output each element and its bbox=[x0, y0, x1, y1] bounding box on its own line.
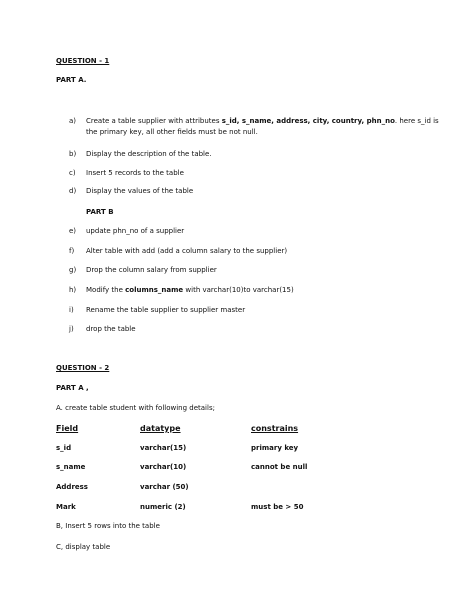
table-cell-constraint: cannot be null bbox=[251, 463, 308, 471]
q1-item-g-letter: g) bbox=[69, 266, 77, 274]
question-2-title: QUESTION - 2 bbox=[56, 364, 110, 372]
q1-item-d-letter: d) bbox=[69, 187, 77, 195]
q1-item-h-letter: h) bbox=[69, 286, 77, 294]
table-header-datatype: datatype bbox=[140, 424, 181, 433]
q1-item-g-text: Drop the column salary from supplier bbox=[86, 266, 217, 274]
q1-item-h-text: Modify the columns_name with varchar(10)to varchar(15) bbox=[86, 286, 294, 294]
q1-item-a-line1: Create a table supplier with attributes s_id, s_name, address, city, country, phn_no. here s_id is bbox=[86, 117, 439, 125]
q1-item-i-text: Rename the table supplier to supplier master bbox=[86, 306, 246, 314]
q2-part-a-heading: PART A , bbox=[56, 384, 89, 392]
q1-part-b-heading: PART B bbox=[86, 208, 114, 216]
q2-item-b: B, Insert 5 rows into the table bbox=[56, 522, 160, 530]
q1-item-a-line2: the primary key, all other fields must be not null. bbox=[86, 128, 258, 136]
q1-item-c-text: Insert 5 records to the table bbox=[86, 169, 184, 177]
q1-part-a-heading: PART A. bbox=[56, 76, 87, 84]
q1-item-f-letter: f) bbox=[69, 247, 75, 255]
q1-item-i-letter: i) bbox=[69, 306, 74, 314]
q1-item-c-letter: c) bbox=[69, 169, 76, 177]
table-cell-datatype: varchar (50) bbox=[140, 483, 189, 491]
table-cell-field: s_name bbox=[56, 463, 86, 471]
q1-item-f-text: Alter table with add (add a column salary to the supplier) bbox=[86, 247, 288, 255]
q1-item-a-letter: a) bbox=[69, 117, 77, 125]
q1-item-d-text: Display the values of the table bbox=[86, 187, 194, 195]
q2-intro: A. create table student with following details; bbox=[56, 404, 215, 412]
table-cell-datatype: numeric (2) bbox=[140, 503, 186, 511]
q1-item-b-letter: b) bbox=[69, 150, 77, 158]
q2-item-c: C, display table bbox=[56, 543, 111, 551]
table-header-field: Field bbox=[56, 424, 79, 433]
table-cell-datatype: varchar(15) bbox=[140, 444, 187, 452]
table-cell-constraint: primary key bbox=[251, 444, 299, 452]
table-cell-field: Mark bbox=[56, 503, 76, 511]
table-cell-constraint: must be > 50 bbox=[251, 503, 304, 511]
table-cell-field: s_id bbox=[56, 444, 72, 452]
table-header-constrains: constrains bbox=[251, 424, 299, 433]
q1-item-e-letter: e) bbox=[69, 227, 77, 235]
q1-item-e-text: update phn_no of a supplier bbox=[86, 227, 185, 235]
table-cell-field: Address bbox=[56, 483, 88, 491]
q1-item-j-letter: j) bbox=[69, 325, 74, 333]
table-cell-datatype: varchar(10) bbox=[140, 463, 187, 471]
q1-item-b-text: Display the description of the table. bbox=[86, 150, 212, 158]
q1-item-j-text: drop the table bbox=[86, 325, 136, 333]
question-1-title: QUESTION - 1 bbox=[56, 57, 110, 65]
